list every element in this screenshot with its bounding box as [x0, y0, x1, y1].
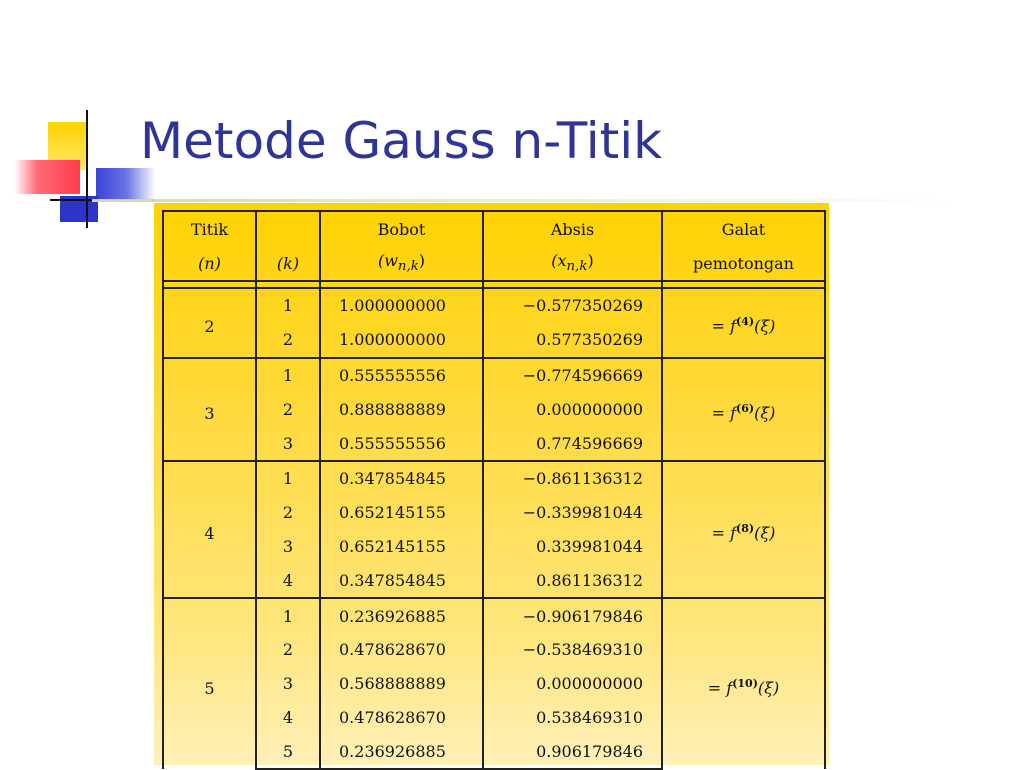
title-underline — [92, 199, 962, 202]
header-bobot: Bobot — [320, 211, 483, 246]
cell-k: 1 — [256, 358, 320, 393]
cell-k: 3 — [256, 530, 320, 564]
header-k-symbol — [256, 246, 320, 281]
gauss-quadrature-table — [162, 210, 826, 770]
slide-title: Metode Gauss n-Titik — [140, 112, 663, 170]
header-w-symbol: $(w_{n,k})$ — [320, 246, 483, 281]
error-prefix: = f — [711, 523, 737, 543]
cell-weight: 1.000000000 — [320, 288, 483, 323]
header-x-text: (x — [551, 251, 567, 271]
error-prefix: = f — [707, 677, 733, 697]
cell-weight: 0.236926885 — [320, 734, 483, 769]
cell-k: 2 — [256, 633, 320, 667]
cell-weight: 0.478628670 — [320, 701, 483, 735]
cell-weight: 0.652145155 — [320, 530, 483, 564]
error-derivative-order: (8) — [736, 521, 755, 535]
cell-weight: 0.555555556 — [320, 358, 483, 393]
cell-weight: 0.652145155 — [320, 496, 483, 530]
header-n-symbol — [163, 246, 256, 281]
cell-abscissa: 0.538469310 — [483, 701, 662, 735]
cell-n: 4 — [163, 461, 256, 598]
table-header — [163, 211, 825, 281]
table-body — [163, 281, 825, 769]
cell-k: 3 — [256, 426, 320, 461]
cell-n: 5 — [163, 598, 256, 769]
cell-truncation-error — [662, 288, 825, 358]
error-argument: (ξ) — [757, 677, 780, 697]
cell-k: 2 — [256, 392, 320, 426]
header-k-blank — [256, 211, 320, 246]
header-x-subscript: n,k — [566, 259, 588, 275]
cell-k: 2 — [256, 323, 320, 358]
cell-weight: 0.347854845 — [320, 563, 483, 598]
logo-vertical-line — [86, 110, 88, 228]
cell-weight: 1.000000000 — [320, 323, 483, 358]
table-row — [163, 288, 825, 323]
cell-k: 1 — [256, 598, 320, 633]
cell-abscissa: 0.774596669 — [483, 426, 662, 461]
header-k-text: (k) — [276, 253, 300, 273]
cell-abscissa: 0.000000000 — [483, 392, 662, 426]
table-row — [163, 461, 825, 496]
header-gap — [163, 281, 825, 288]
gauss-table-panel — [154, 203, 829, 765]
header-absis: Absis — [483, 211, 662, 246]
cell-abscissa: −0.577350269 — [483, 288, 662, 323]
cell-k: 2 — [256, 496, 320, 530]
cell-n: 3 — [163, 358, 256, 461]
header-titik: Titik — [163, 211, 256, 246]
header-pemotongan: pemotongan — [662, 246, 825, 281]
header-w-subscript: n,k — [397, 259, 419, 275]
error-derivative-order: (6) — [736, 401, 755, 415]
cell-truncation-error — [662, 358, 825, 461]
error-argument: (ξ) — [754, 316, 776, 336]
cell-k: 1 — [256, 461, 320, 496]
cell-k: 5 — [256, 734, 320, 769]
error-argument: (ξ) — [754, 523, 776, 543]
slide-logo-decoration — [0, 0, 160, 240]
cell-abscissa: −0.339981044 — [483, 496, 662, 530]
cell-n: 2 — [163, 288, 256, 358]
cell-weight: 0.555555556 — [320, 426, 483, 461]
cell-truncation-error — [662, 461, 825, 598]
error-argument: (ξ) — [754, 402, 776, 422]
header-w-text: (w — [377, 251, 398, 271]
cell-abscissa: 0.000000000 — [483, 667, 662, 701]
cell-k: 1 — [256, 288, 320, 323]
cell-weight: 0.236926885 — [320, 598, 483, 633]
cell-abscissa: 0.906179846 — [483, 734, 662, 769]
cell-k: 4 — [256, 563, 320, 598]
cell-abscissa: −0.906179846 — [483, 598, 662, 633]
cell-k: 3 — [256, 667, 320, 701]
table-row — [163, 358, 825, 393]
header-n-text: (n) — [198, 253, 221, 273]
logo-red-bar — [14, 160, 80, 194]
cell-weight: 0.568888889 — [320, 667, 483, 701]
cell-weight: 0.888888889 — [320, 392, 483, 426]
error-derivative-order: (4) — [736, 315, 755, 329]
error-prefix: = f — [711, 402, 737, 422]
cell-abscissa: −0.774596669 — [483, 358, 662, 393]
logo-blue-bar — [96, 168, 156, 200]
header-galat: Galat — [662, 211, 825, 246]
cell-abscissa: 0.339981044 — [483, 530, 662, 564]
cell-k: 4 — [256, 701, 320, 735]
error-derivative-order: (10) — [732, 676, 758, 690]
cell-weight: 0.347854845 — [320, 461, 483, 496]
error-prefix: = f — [711, 316, 737, 336]
cell-abscissa: −0.861136312 — [483, 461, 662, 496]
cell-weight: 0.478628670 — [320, 633, 483, 667]
cell-truncation-error — [662, 598, 825, 769]
table-row — [163, 598, 825, 633]
cell-abscissa: 0.577350269 — [483, 323, 662, 358]
cell-abscissa: −0.538469310 — [483, 633, 662, 667]
header-x-symbol: $(x_{n,k})$ — [483, 246, 662, 281]
cell-abscissa: 0.861136312 — [483, 563, 662, 598]
